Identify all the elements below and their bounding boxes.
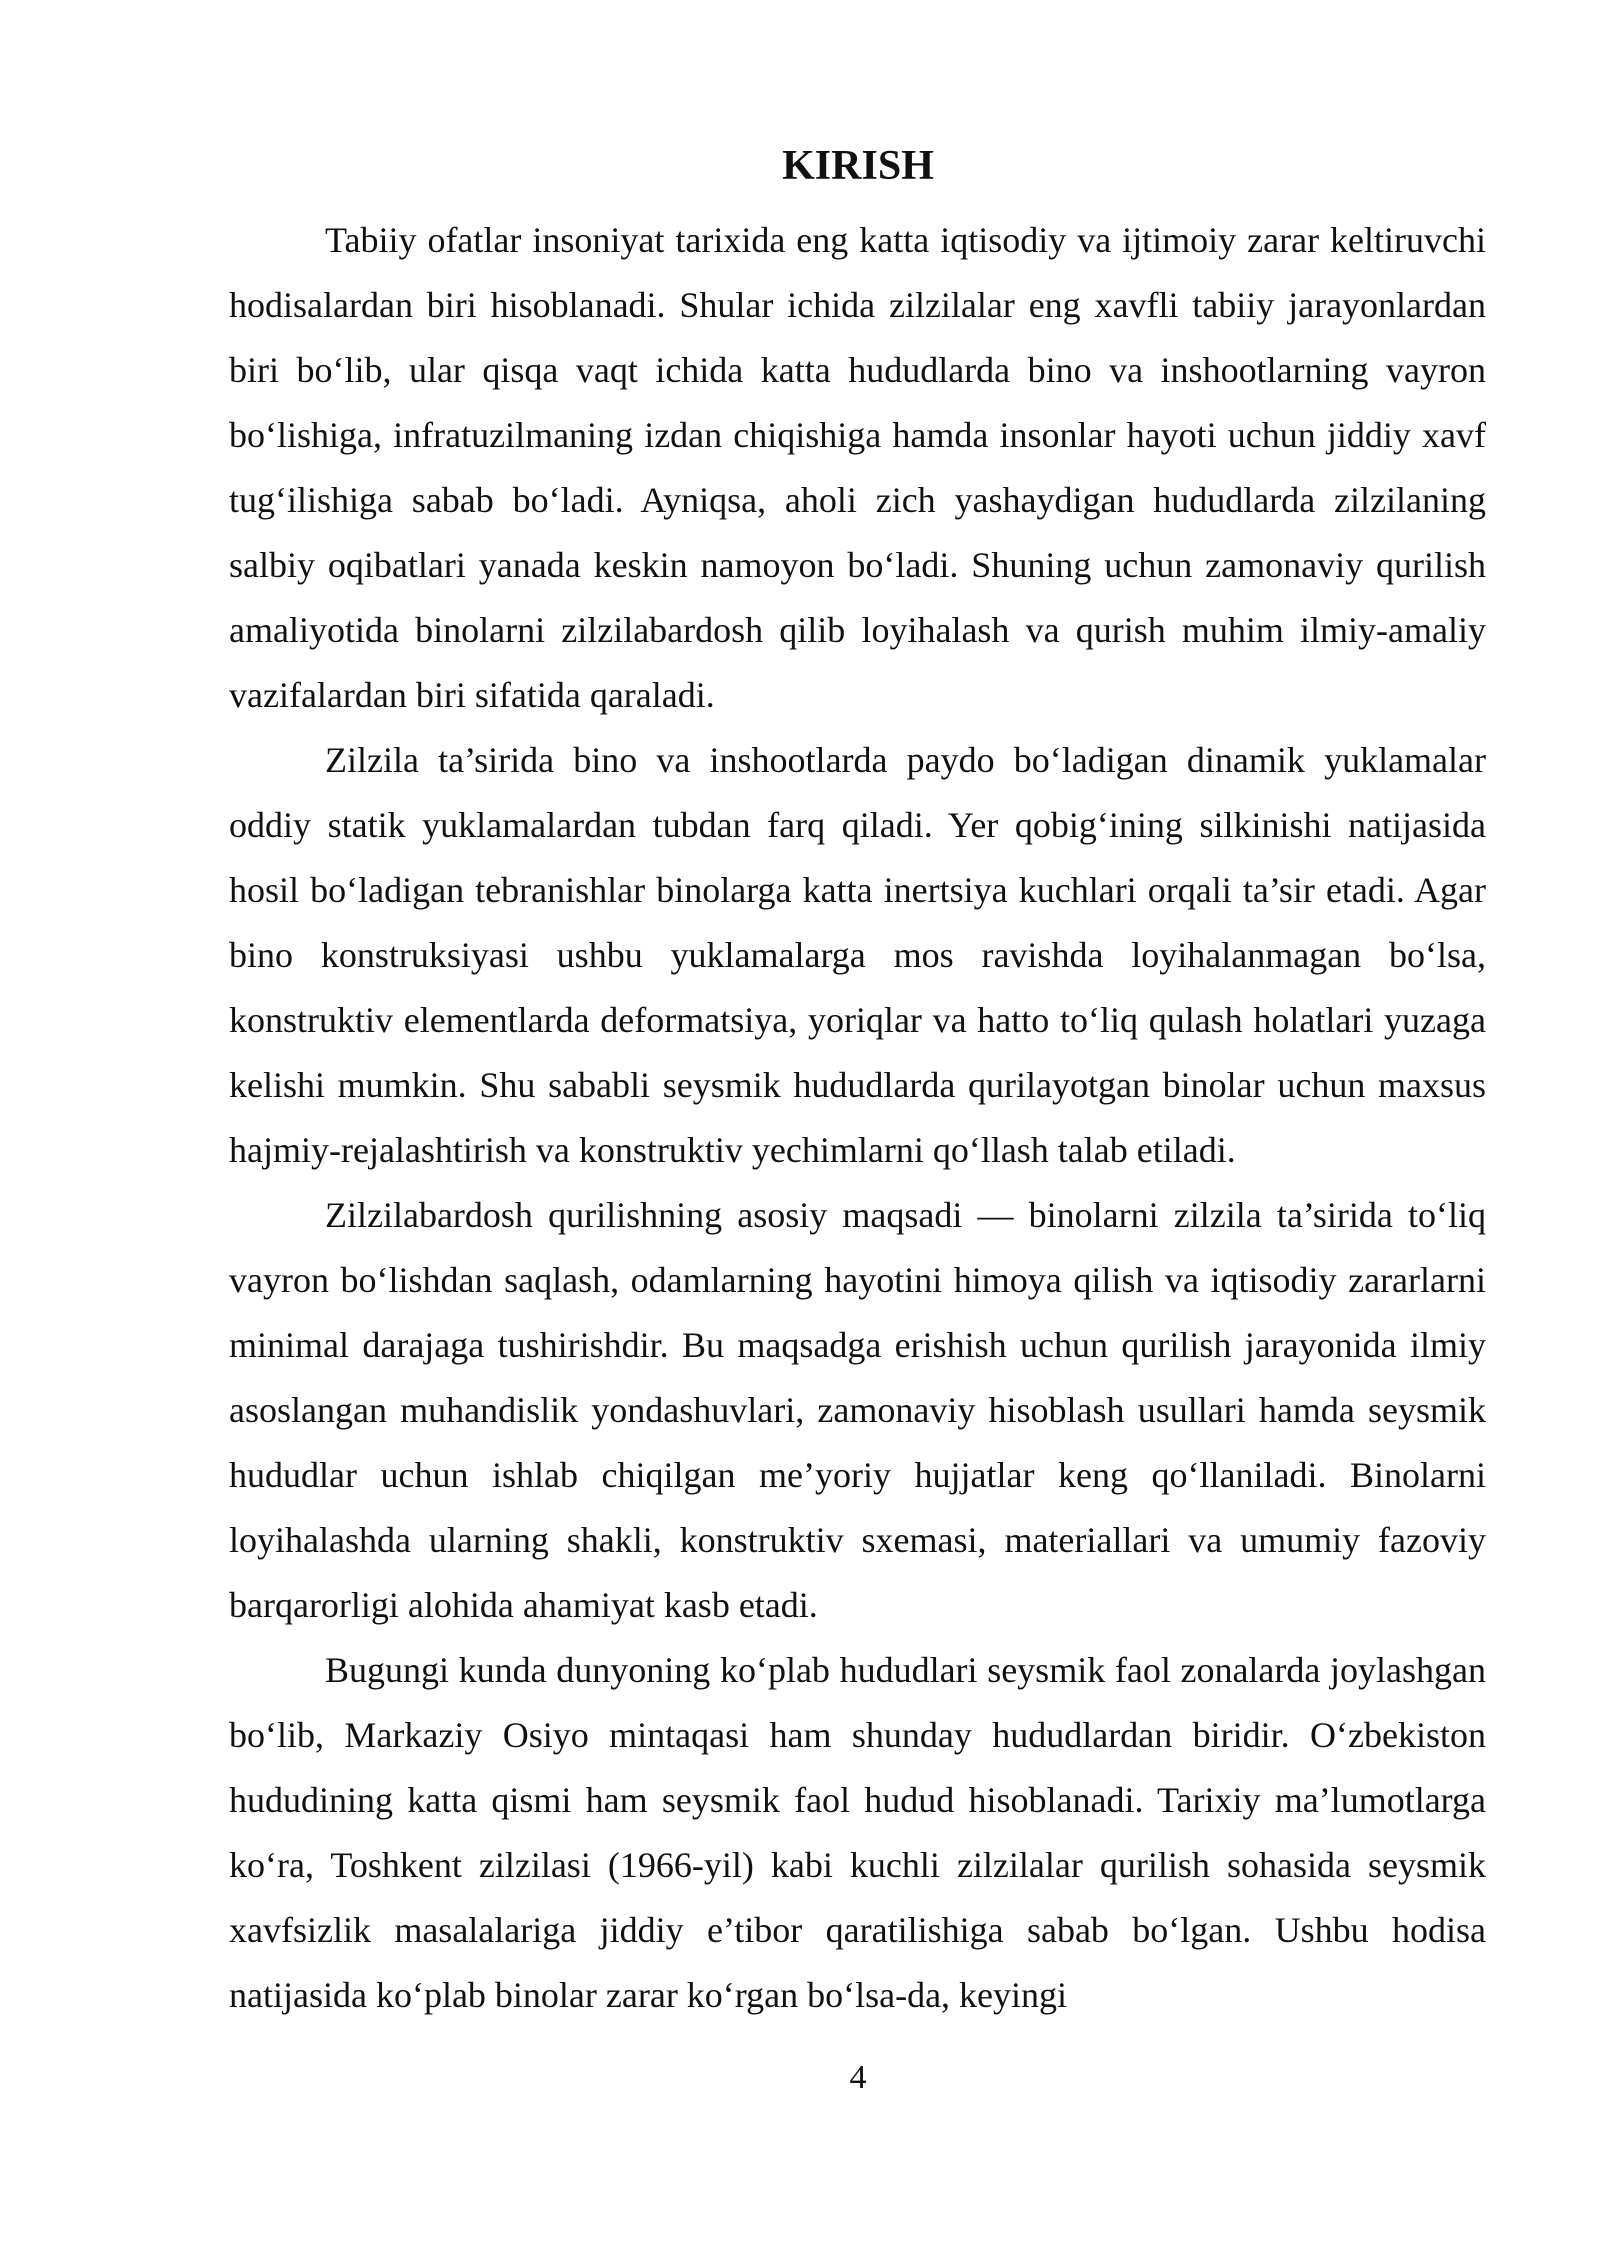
paragraph-1: Tabiiy ofatlar insoniyat tarixida eng katta iqtisodiy va ijtimoiy zarar keltiruvchi hodisalardan biri hisoblanadi. Shular ichida zilzilalar eng xavfli tabiiy jarayonlardan biri bo‘lib, ular qisqa vaqt ichida katta hududlarda bino va inshootlarning vayron bo‘lishiga, infratuzilmaning izdan chiqishiga hamda insonlar hayoti uchun jiddiy xavf tug‘ilishiga sabab bo‘ladi. Ayniqsa, aholi zich yashaydigan hududlarda zilzilaning salbiy oqibatlari yanada keskin namoyon bo‘ladi. Shuning uchun zamonaviy qurilish amaliyotida binolarni zilzilabardosh qilib loyihalash va qurish muhim ilmiy-amaliy vazifalardan biri sifatida qaraladi.	[229, 220, 1486, 715]
page-number: 4	[849, 2059, 867, 2096]
paragraph-4: Bugungi kunda dunyoning ko‘plab hududlari seysmik faol zonalarda joylashgan bo‘lib, Markaziy Osiyo mintaqasi ham shunday hududlardan biridir. O‘zbekiston hududining katta qismi ham seysmik faol hudud hisoblanadi. Tarixiy ma’lumotlarga ko‘ra, Toshkent zilzilasi (1966-yil) kabi kuchli zilzilalar qurilish sohasida seysmik xavfsizlik masalalariga jiddiy e’tibor qaratilishiga sabab bo‘lgan. Ushbu hodisa natijasida ko‘plab binolar zarar ko‘rgan bo‘lsa-da, keyingi	[229, 1650, 1486, 2015]
body-text	[229, 208, 1486, 2028]
paragraph-3: Zilzilabardosh qurilishning asosiy maqsadi — binolarni zilzila ta’sirida to‘liq vayron bo‘lishdan saqlash, odamlarning hayotini himoya qilish va iqtisodiy zararlarni minimal darajaga tushirishdir. Bu maqsadga erishish uchun qurilish jarayonida ilmiy asoslangan muhandislik yondashuvlari, zamonaviy hisoblash usullari hamda seysmik hududlar uchun ishlab chiqilgan me’yoriy hujjatlar keng qo‘llaniladi. Binolarni loyihalashda ularning shakli, konstruktiv sxemasi, materiallari va umumiy fazoviy barqarorligi alohida ahamiyat kasb etadi.	[229, 1195, 1486, 1625]
page-title: KIRISH	[782, 143, 934, 189]
paragraph-2: Zilzila ta’sirida bino va inshootlarda paydo bo‘ladigan dinamik yuklamalar oddiy statik yuklamalardan tubdan farq qiladi. Yer qobig‘ining silkinishi natijasida hosil bo‘ladigan tebranishlar binolarga katta inertsiya kuchlari orqali ta’sir etadi. Agar bino konstruksiyasi ushbu yuklamalarga mos ravishda loyihalanmagan bo‘lsa, konstruktiv elementlarda deformatsiya, yoriqlar va hatto to‘liq qulash holatlari yuzaga kelishi mumkin. Shu sababli seysmik hududlarda qurilayotgan binolar uchun maxsus hajmiy-rejalashtirish va konstruktiv yechimlarni qo‘llash talab etiladi.	[229, 740, 1486, 1170]
